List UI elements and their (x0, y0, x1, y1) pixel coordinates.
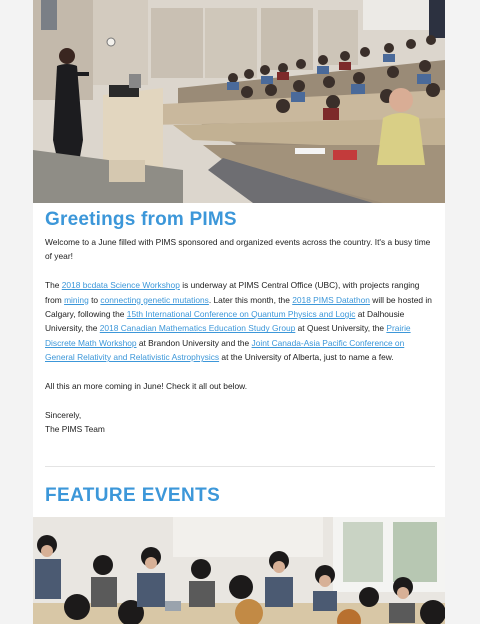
main-content (45, 207, 435, 437)
feature-events-heading: FEATURE EVENTS (45, 485, 221, 506)
signoff-team: The PIMS Team (45, 424, 105, 435)
body-text: at the University of Alberta, just to name a few. (219, 352, 394, 363)
more-coming-paragraph: All this an more coming in June! Check it all out below. (45, 381, 248, 392)
intro-paragraph: Welcome to a June filled with PIMS sponsored and organized events across the country. It's a busy time of year! (45, 237, 431, 262)
body-text: at Dalhousie University, the (45, 309, 405, 334)
section-divider (45, 466, 435, 467)
body-text: at Quest University, the (295, 323, 387, 334)
hero-lecture-photo (33, 0, 445, 203)
body-text: is underway at PIMS Central Office (UBC), with projects ranging from (45, 280, 420, 305)
signoff-sincerely: Sincerely, (45, 409, 82, 420)
events-paragraph (45, 278, 435, 364)
genetic-mutations-link[interactable]: connecting genetic mutations (100, 294, 209, 305)
relativity-conference-link[interactable]: Joint Canada-Asia Pacific Conference on General Relativity and Relativistic Astrophysics (45, 337, 405, 363)
feature-events-photo (33, 517, 445, 624)
body-text: will be hosted in Calgary, following the (45, 294, 432, 320)
bcdata-workshop-link[interactable]: 2018 bcdata Science Workshop (61, 280, 180, 291)
quantum-physics-conference-link[interactable]: 15th International Conference on Quantum Physics and Logic (126, 309, 356, 320)
greeting-title: Greetings from PIMS (45, 209, 237, 230)
datathon-link[interactable]: 2018 PIMS Datathon (292, 294, 370, 305)
mining-link[interactable]: mining (64, 294, 89, 305)
body-text: The (45, 280, 62, 291)
math-education-study-group-link[interactable]: 2018 Canadian Mathematics Education Study Group (99, 323, 296, 334)
body-text: at Brandon University and the (136, 337, 252, 348)
body-text: . Later this month, the (208, 294, 293, 305)
prairie-discrete-math-link[interactable]: Prairie Discrete Math Workshop (45, 323, 411, 348)
body-text: to (88, 294, 101, 305)
newsletter-email (33, 0, 445, 624)
